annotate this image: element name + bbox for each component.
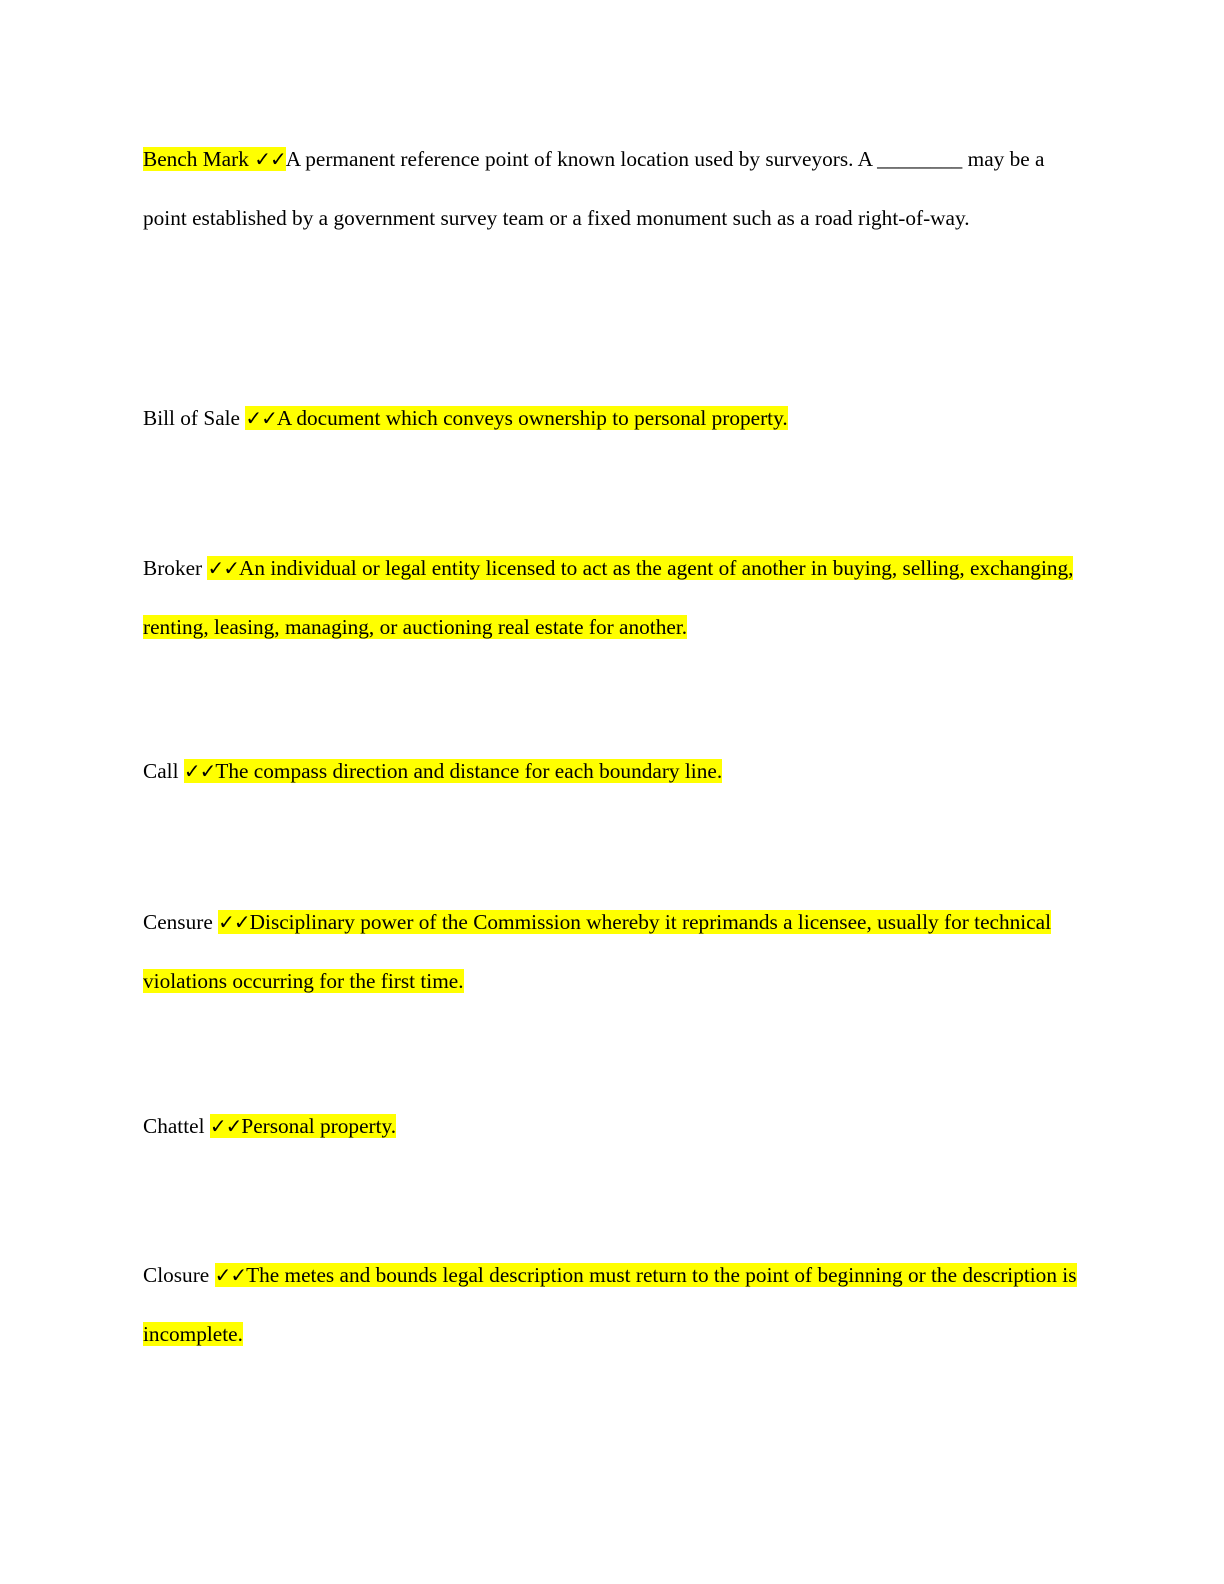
double-check-icon: ✓✓ <box>183 759 216 783</box>
double-check-icon: ✓✓ <box>245 406 277 430</box>
entry-term: Closure <box>143 1263 215 1287</box>
double-check-icon: ✓✓ <box>218 910 250 934</box>
glossary-entry-bench-mark <box>143 130 1083 248</box>
double-check-icon: ✓✓ <box>207 556 239 580</box>
entry-term: Broker <box>143 556 208 580</box>
glossary-entry-chattel <box>143 1097 1083 1156</box>
entry-term: Chattel <box>143 1114 210 1138</box>
glossary-entry-broker <box>143 539 1083 657</box>
entry-definition: A document which conveys ownership to personal property. <box>276 406 788 430</box>
entry-term: Bench Mark <box>143 147 255 171</box>
double-check-icon: ✓✓ <box>254 147 286 171</box>
entry-definition: The metes and bounds legal description must return to the point of beginning or the description is incomplete. <box>143 1263 1077 1346</box>
entry-term: Bill of Sale <box>143 406 246 430</box>
entry-term: Call <box>143 759 184 783</box>
entry-definition: An individual or legal entity licensed to act as the agent of another in buying, selling, exchanging, renting, leasing, managing, or auctioning real estate for another. <box>143 556 1074 639</box>
glossary-entry-closure <box>143 1246 1083 1364</box>
entry-definition: Disciplinary power of the Commission whereby it reprimands a licensee, usually for technical violations occurring for the first time. <box>143 910 1052 993</box>
glossary-entry-call <box>143 742 1083 801</box>
glossary-entry-bill-of-sale <box>143 389 1083 448</box>
double-check-icon: ✓✓ <box>214 1263 247 1287</box>
entry-definition: The compass direction and distance for each boundary line. <box>215 759 723 783</box>
glossary-entry-censure <box>143 893 1083 1011</box>
double-check-icon: ✓✓ <box>209 1114 242 1138</box>
entry-definition: Personal property. <box>241 1114 397 1138</box>
entry-definition: A permanent reference point of known location used by surveyors. A ________ may be a point established by a government survey team or a fixed monument such as a road right-of-way. <box>143 147 1045 230</box>
entry-term: Censure <box>143 910 219 934</box>
